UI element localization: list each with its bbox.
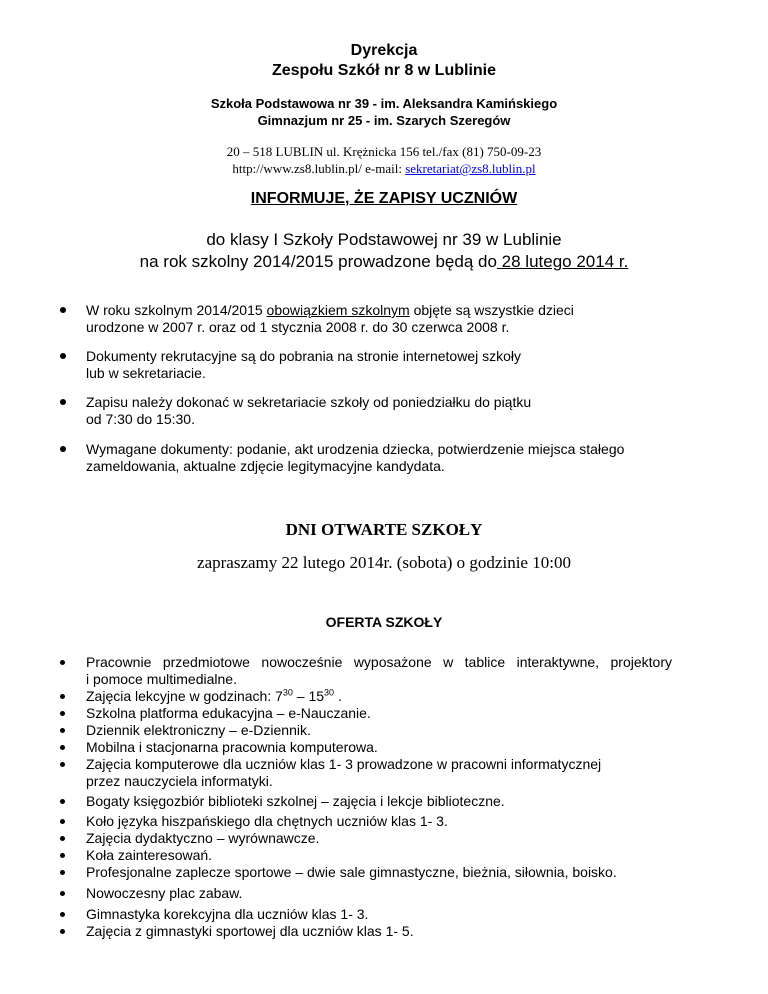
offer-2-text: Zajęcia lekcyjne w godzinach: 7 — [86, 688, 283, 704]
offer-8: Koło języka hiszpańskiego dla chętnych uczniów klas 1- 3. — [86, 813, 448, 829]
list-item — [60, 847, 672, 864]
info-4-line-1: Wymagane dokumenty: podanie, akt urodzenia dziecka, potwierdzenie miejsca stałego — [86, 441, 625, 457]
bullet-icon — [60, 711, 65, 716]
announcement-line-2 — [0, 251, 768, 273]
bullet-icon — [60, 446, 66, 452]
bullet-icon — [60, 929, 65, 934]
info-1-underlined: obowiązkiem szkolnym — [266, 302, 410, 318]
bullet-icon — [60, 891, 65, 896]
bullet-icon — [60, 745, 65, 750]
info-list-4 — [86, 441, 696, 475]
info-list-2 — [86, 348, 696, 382]
bullet-icon — [60, 912, 65, 917]
announcement-heading: INFORMUJE, ŻE ZAPISY UCZNIÓW — [250, 190, 518, 207]
offer-2-sup-2: 30 — [324, 687, 335, 698]
offer-6-line-2: przez nauczyciela informatyki. — [86, 773, 273, 789]
school-gymnasium: Gimnazjum nr 25 - im. Szarych Szeregów — [257, 113, 511, 128]
title-line-2: Zespołu Szkół nr 8 w Lublinie — [271, 62, 497, 79]
info-1-text: W roku szkolnym 2014/2015 — [86, 302, 267, 318]
bullet-icon — [60, 762, 65, 767]
info-list — [86, 302, 696, 336]
open-days-title: DNI OTWARTE SZKOŁY — [285, 520, 483, 539]
info-1-line-2: urodzone w 2007 r. oraz od 1 stycznia 2008 r. do 30 czerwca 2008 r. — [86, 319, 510, 335]
info-2-line-2: lub w sekretariacie. — [86, 365, 206, 381]
announcement-line-2-text: na rok szkolny 2014/2015 prowadzone będą do — [139, 252, 497, 271]
bullet-icon — [60, 399, 66, 405]
list-item — [60, 302, 670, 336]
offer-6-line-1: Zajęcia komputerowe dla uczniów klas 1- 3 prowadzone w pracowni informatycznej — [86, 756, 602, 772]
offer-5: Mobilna i stacjonarna pracownia komputerowa. — [86, 739, 378, 755]
open-days-invitation: zapraszamy 22 lutego 2014r. (sobota) o godzinie 10:00 — [197, 553, 571, 572]
list-item — [60, 688, 672, 705]
schools-block — [0, 95, 768, 129]
announcement-line-1: do klasy I Szkoły Podstawowej nr 39 w Lublinie — [206, 230, 562, 249]
enrollment-deadline: 28 lutego 2014 r. — [496, 252, 629, 271]
list-item — [60, 705, 672, 722]
list-item — [60, 739, 672, 756]
offer-14: Zajęcia z gimnastyki sportowej dla uczniów klas 1- 5. — [86, 923, 414, 939]
list-item — [60, 441, 670, 475]
bullet-icon — [60, 870, 65, 875]
bullet-icon — [60, 799, 65, 804]
list-item — [60, 348, 670, 382]
list-item — [60, 885, 672, 902]
info-list-3 — [86, 394, 696, 428]
website-text: http://www.zs8.lublin.pl/ e-mail: — [232, 161, 406, 176]
offer-list — [86, 654, 698, 940]
offer-10: Koła zainteresowań. — [86, 847, 213, 863]
list-item — [60, 864, 672, 881]
offer-11: Profesjonalne zaplecze sportowe – dwie sale gimnastyczne, bieżnia, siłownia, boisko. — [86, 864, 617, 880]
title-line-1: Dyrekcja — [350, 42, 418, 59]
info-3-line-1: Zapisu należy dokonać w sekretariacie szkoły od poniedziałku do piątku — [86, 394, 532, 410]
bullet-icon — [60, 307, 66, 313]
info-4-line-2: zameldowania, aktualne zdjęcie legitymacyjne kandydata. — [86, 458, 445, 474]
offer-2-sup-1: 30 — [282, 687, 293, 698]
offer-9: Zajęcia dydaktyczno – wyrównawcze. — [86, 830, 320, 846]
email-link[interactable]: sekretariat@zs8.lublin.pl — [405, 161, 536, 176]
announcement-text — [0, 229, 768, 273]
info-3-line-2: od 7:30 do 15:30. — [86, 411, 195, 427]
list-item — [60, 923, 672, 940]
info-1-text-end: objęte są wszystkie dzieci — [409, 302, 574, 318]
offer-13: Gimnastyka korekcyjna dla uczniów klas 1- 3. — [86, 906, 369, 922]
bullet-icon — [60, 728, 65, 733]
offer-4: Dziennik elektroniczny – e-Dziennik. — [86, 722, 311, 738]
offer-2-mid: – 15 — [292, 688, 325, 704]
page-title — [0, 41, 768, 81]
list-item — [60, 722, 672, 739]
list-item — [60, 394, 670, 428]
web-email-line — [0, 160, 768, 177]
school-primary: Szkoła Podstawowa nr 39 - im. Aleksandra Kamińskiego — [210, 96, 558, 111]
list-item — [60, 830, 672, 847]
address-line: 20 – 518 LUBLIN ul. Krężnicka 156 tel./fax (81) 750-09-23 — [226, 144, 542, 159]
offer-7: Bogaty księgozbiór biblioteki szkolnej – zajęcia i lekcje biblioteczne. — [86, 793, 505, 809]
list-item — [60, 756, 672, 790]
offer-1-line-2: i pomoce multimedialne. — [86, 671, 237, 687]
offer-12: Nowoczesny plac zabaw. — [86, 885, 243, 901]
bullet-icon — [60, 694, 65, 699]
offer-2-end: . — [334, 688, 342, 704]
list-item — [60, 654, 672, 688]
bullet-icon — [60, 836, 65, 841]
info-2-line-1: Dokumenty rekrutacyjne są do pobrania na stronie internetowej szkoły — [86, 348, 522, 364]
offer-2 — [86, 688, 672, 705]
list-item — [60, 793, 672, 810]
bullet-icon — [60, 853, 65, 858]
list-item — [60, 813, 672, 830]
bullet-icon — [60, 819, 65, 824]
offer-1-line-1: Pracownie przedmiotowe nowocześnie wyposażone w tablice interaktywne, projektory — [86, 654, 672, 670]
offer-3: Szkolna platforma edukacyjna – e-Nauczanie. — [86, 705, 371, 721]
contact-block — [0, 143, 768, 177]
bullet-icon — [60, 660, 65, 665]
list-item — [60, 906, 672, 923]
offer-title: OFERTA SZKOŁY — [325, 614, 443, 630]
bullet-icon — [60, 353, 66, 359]
